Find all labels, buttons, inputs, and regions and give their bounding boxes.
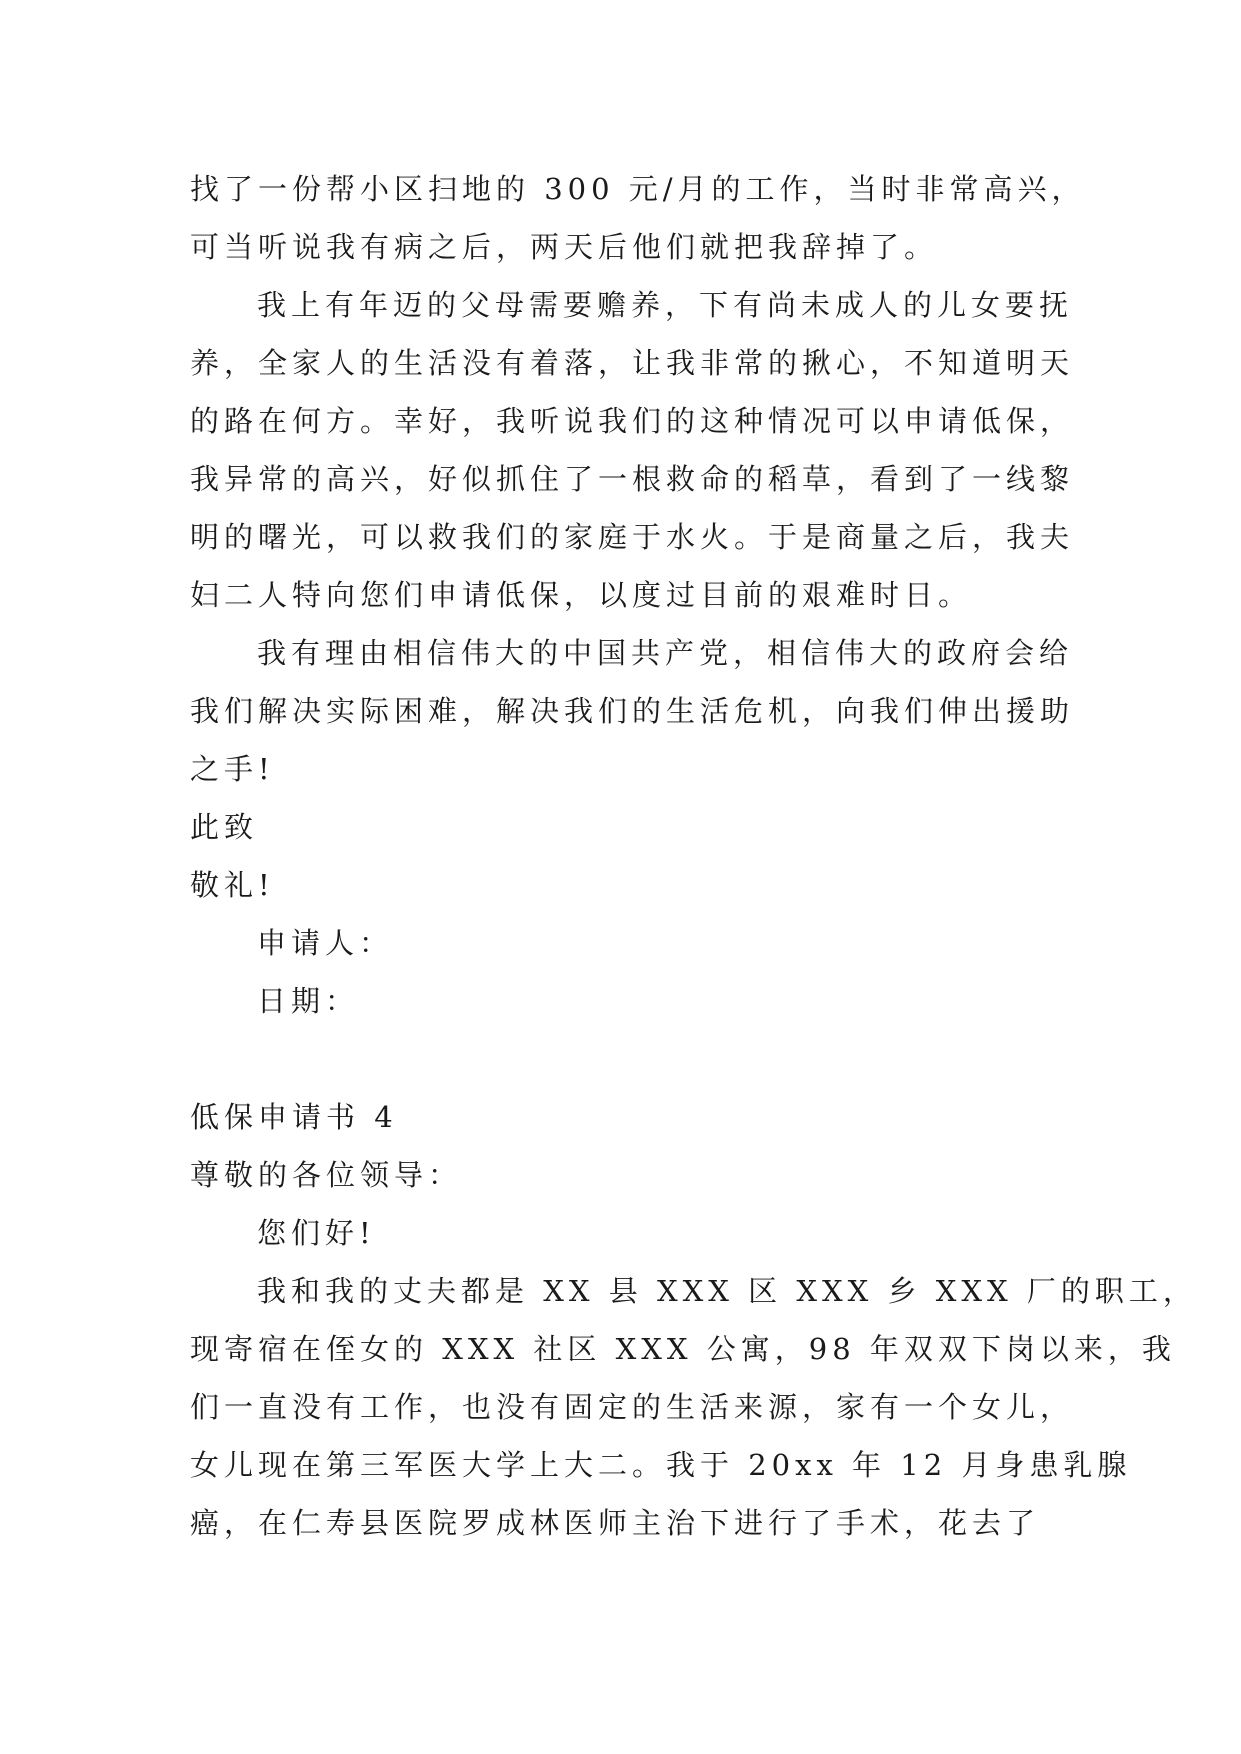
text-line: 癌，在仁寿县医院罗成林医师主治下进行了手术，花去了 [190, 1506, 1041, 1540]
text-line: 的路在何方。幸好，我听说我们的这种情况可以申请低保， [190, 404, 1075, 438]
text-line: 我异常的高兴，好似抓住了一根救命的稻草，看到了一线黎 [190, 462, 1075, 496]
text-line: 我们解决实际困难，解决我们的生活危机，向我们伸出援助 [190, 694, 1075, 728]
text-line: 明的曙光，可以救我们的家庭于水火。于是商量之后，我夫 [190, 520, 1075, 554]
applicant-label: 申请人： [257, 926, 394, 960]
document-body [190, 160, 1197, 1552]
closing-regards: 敬礼! [190, 868, 275, 902]
section-title: 低保申请书 4 [190, 1100, 398, 1134]
greeting: 尊敬的各位领导： [190, 1158, 463, 1192]
text-line: 找了一份帮小区扫地的 300 元/月的工作，当时非常高兴， [190, 172, 1086, 206]
paragraph-start: 我上有年迈的父母需要赡养，下有尚未成人的儿女要抚 [257, 288, 1074, 322]
text-line: 们一直没有工作，也没有固定的生活来源，家有一个女儿， [190, 1390, 1075, 1424]
text-line: 之手! [190, 752, 275, 786]
text-line: 女儿现在第三军医大学上大二。我于 20xx 年 12 月身患乳腺 [190, 1448, 1132, 1482]
text-line: 现寄宿在侄女的 XXX 社区 XXX 公寓，98 年双双下岗以来，我 [190, 1332, 1176, 1366]
closing-salutation: 此致 [190, 810, 259, 844]
paragraph-start: 我有理由相信伟大的中国共产党，相信伟大的政府会给 [257, 636, 1074, 670]
text-line: 养，全家人的生活没有着落，让我非常的揪心，不知道明天 [190, 346, 1075, 380]
spacer [190, 1030, 1070, 1088]
date-label: 日期： [257, 984, 360, 1018]
text-line: 可当听说我有病之后，两天后他们就把我辞掉了。 [190, 230, 939, 264]
greeting-hello: 您们好! [257, 1216, 376, 1250]
text-line: 妇二人特向您们申请低保，以度过目前的艰难时日。 [190, 578, 973, 612]
paragraph-start: 我和我的丈夫都是 XX 县 XXX 区 XXX 乡 XXX 厂的职工， [257, 1274, 1197, 1308]
